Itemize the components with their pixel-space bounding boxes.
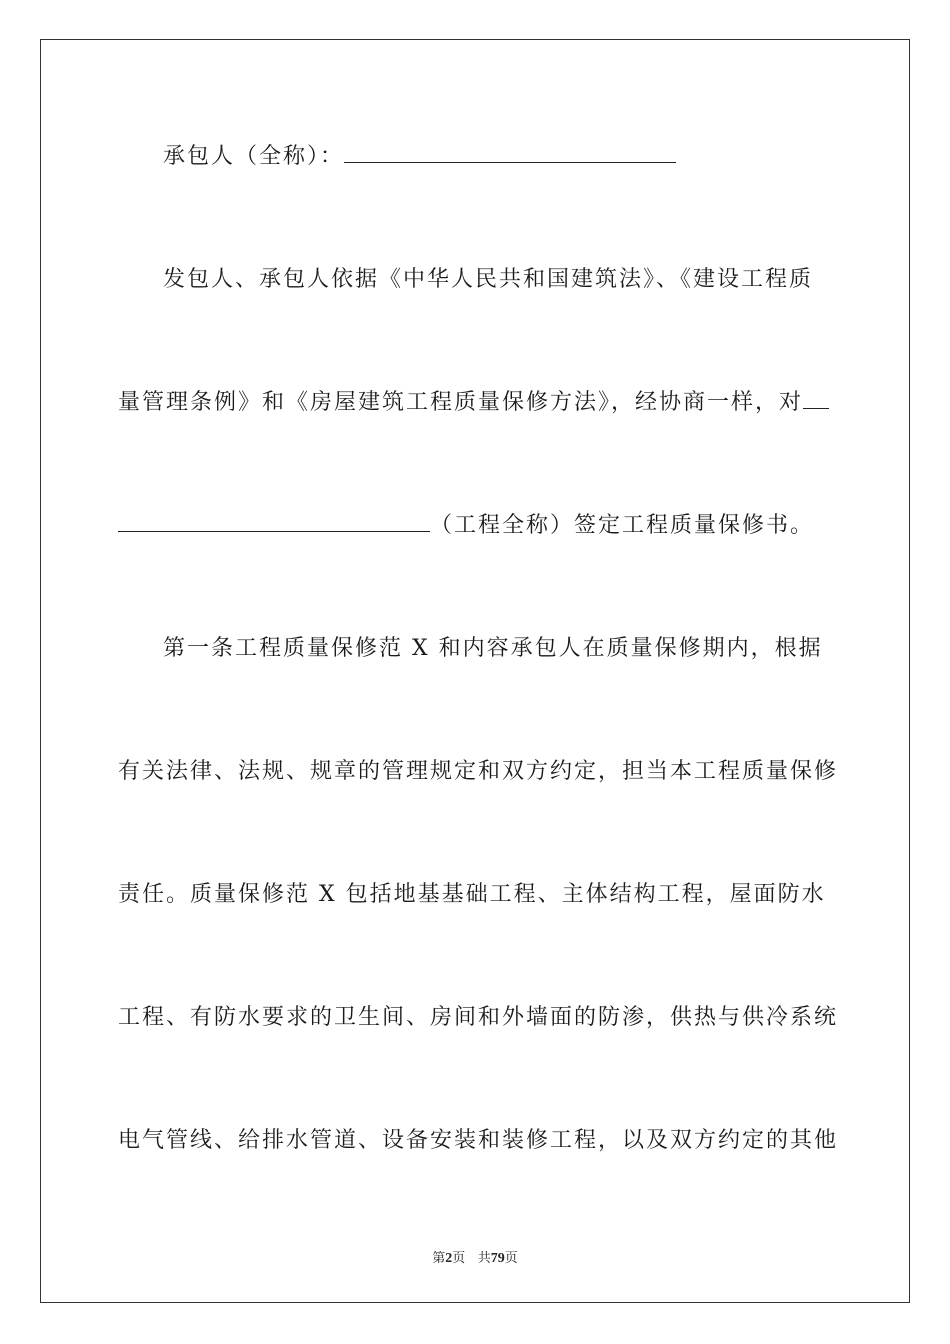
project-name-blank-start[interactable] [803,390,829,409]
article-1-line-5: 电气管线、给排水管道、设备安装和装修工程，以及双方约定的其他 [118,1128,839,1153]
project-name-blank[interactable] [118,513,430,532]
paragraph-line-2 [118,385,838,416]
footer-page-number: 2 [445,1251,453,1266]
paragraph-line-3 [118,508,838,539]
contractor-line [163,139,676,170]
paragraph-line-1: 发包人、承包人依据《中华人民共和国建筑法》、《建设工程质 [163,267,814,292]
page-border [40,39,910,1303]
page-footer [0,1247,950,1267]
article-1-line-3: 责任。质量保修范 X 包括地基基础工程、主体结构工程，屋面防水 [118,882,826,907]
footer-page-suffix: 页 [452,1251,466,1266]
contractor-label: 承包人（全称）： [163,144,345,169]
article-1-line-2: 有关法律、法规、规章的管理规定和双方约定，担当本工程质量保修 [118,759,839,784]
contractor-name-blank[interactable] [344,144,676,163]
paragraph-line-3-text: （工程全称）签定工程质量保修书。 [430,513,815,538]
footer-prefix: 第 [432,1251,446,1266]
article-1-line-1: 第一条工程质量保修范 X 和内容承包人在质量保修期内，根据 [163,636,823,661]
footer-total-suffix: 页 [504,1251,518,1266]
footer-total-pages: 79 [490,1251,505,1266]
article-1-line-4: 工程、有防水要求的卫生间、房间和外墙面的防渗，供热与供冷系统 [118,1005,839,1030]
footer-total-prefix: 共 [477,1251,491,1266]
paragraph-line-2-text: 量管理条例》和《房屋建筑工程质量保修方法》，经协商一样，对 [118,390,804,415]
